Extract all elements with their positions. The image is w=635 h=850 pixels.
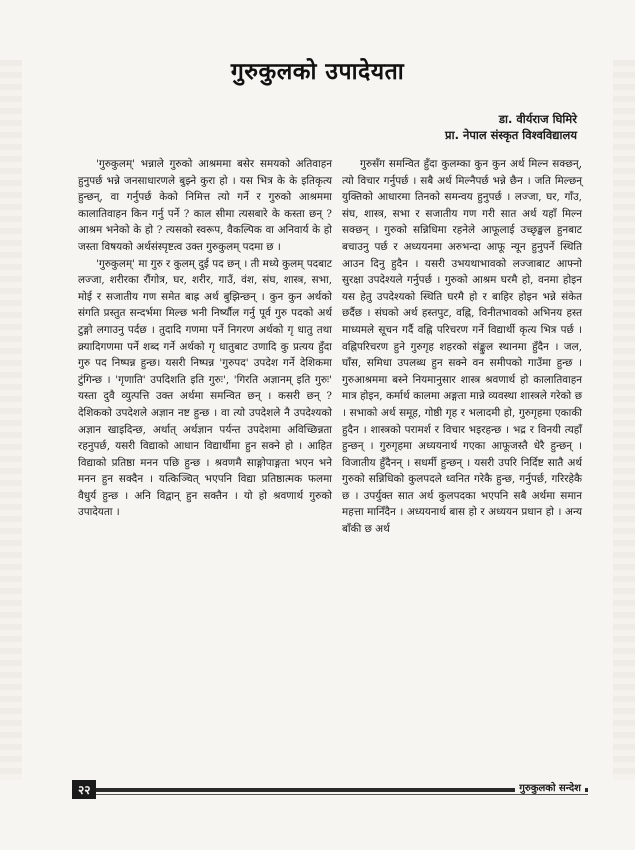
footer-rule-thin <box>72 794 588 795</box>
right-column <box>342 156 582 538</box>
left-column <box>78 156 332 521</box>
author-name: डा. वीर्यराज घिमिरे <box>498 112 577 126</box>
footer-rule <box>72 788 588 792</box>
show-through-right <box>613 60 635 780</box>
paragraph: 'गुरुकुलम्' मा गुरु र कुलम् दुई पद छन् । ती मध्ये कुलम् पदबाट लज्जा, शरीरका रौंगोत्र, घर, शरीर, गाउँ, वंश, संघ, शास्त्र, सभा, मोई र सजातीय गण समेत बाह्र अर्थ बुझिन्छन् । कुन कुन अर्थको संगति प्रस्तुत सन्दर्भमा मिल्छ भनी निर्ष्यौल गर्नु पूर्व गुरु पदको अर्थ टुङ्गो लगाउनु पर्दछ । तुदादि गणमा पर्ने निगरण अर्थको गृ धातु तथा क्र्यादिगणमा पर्ने शब्द गर्ने अर्थको गृ धातुबाट उणादि कु प्रत्यय हुँदा गुरु पद निष्पन्न हुन्छ। यसरी निष्पन्न 'गुरुपद' उपदेश गर्ने देशिकमा टुंगिन्छ । 'गृणाति' उपदिशति इति गुरुः', 'गिरति अज्ञानम् इति गुरुः' यस्ता दुवै व्युत्पत्ति उक्त अर्थमा समन्वित छन् । कसरी छन् ? देशिकको उपदेशले अज्ञान नष्ट हुन्छ । वा त्यो उपदेशले नै उपदेश्यको अज्ञान खाइदिन्छ, अर्थात् अर्थज्ञान पर्यन्त उपदेशमा अविच्छिन्नता रहनुपर्छ, यसरी विद्याको आधान विद्यार्थीमा हुन सक्ने हो । आहित विद्याको प्रतिष्ठा मनन पछि हुन्छ । श्रवणमै साङ्गोपाङ्गता भएन भने मनन हुन सक्दैन । यत्किञ्चित् भएपनि विद्या प्रतिष्ठात्मक फलमा वैधुर्य हुन्छ । अनि विद्वान् हुन सक्तैन । यो हो श्रवणार्थ गुरुको उपादेयता । <box>78 257 332 519</box>
article-title: गुरुकुलको उपादेयता <box>230 59 405 85</box>
page-number: २२ <box>72 780 96 799</box>
show-through-left <box>0 60 22 780</box>
paragraph: 'गुरुकुलम्' भन्नाले गुरुको आश्रममा बसेर समयको अतिवाहन हुनुपर्छ भन्ने जनसाधारणले बुझ्ने कुरा हो । यस भित्र के के इतिकृत्य हुन्छन्, वा गर्नुपर्छ केको निमित्त त्यो गर्ने र गुरुको आश्रममा कालातिवाहन किन गर्नु पर्ने ? काल सीमा त्यसबारे के कस्ता छन् ? आश्रम भनेको के हो ? त्यसको स्वरूप, वैकल्पिक वा अनिवार्य के हो जस्ता विषयको अर्थसंस्पृष्टत्व उक्त गुरुकुलम् पदमा छ । <box>78 158 332 253</box>
author-affiliation: प्रा. नेपाल संस्कृत विश्वविद्यालय <box>445 128 577 142</box>
running-head: गुरुकुलको सन्देश <box>515 780 585 794</box>
paragraph: गुरुसँग समन्वित हुँदा कुलम्का कुन कुन अर्थ मिल्न सक्छन्, त्यो विचार गर्नुपर्छ । सबै अर्थ मिल्नैपर्छ भन्ने छैन । जति मिल्छन् युक्तिको आधारमा तिनको समन्वय हुनुपर्छ । लज्जा, घर, गाँउ, संघ, शास्त्र, सभा र सजातीय गण गरी सात अर्थ यहाँ मिल्न सक्छन् । गुरुको सन्निधिमा रहनेले आफूलाई उच्छृङ्खल हुनबाट बचाउनु पर्छ र अध्ययनमा अरुभन्दा आफू न्यून हुनुपर्ने स्थिति आउन दिनु हुदैन । यसरी उभयथाभावको लज्जाबाट आफ्नो सुरक्षा उपदेश्यले गर्नुपर्छ । गुरुको आश्रम घरमै हो, वनमा होइन यस हेतु उपदेश्यको स्थिति घरमै हो र बाहिर होइन भन्ने संकेत छर्दैछ । संघको अर्थ हस्तपुट, वह्नि, विनीतभावको अभिनय हस्त माध्यमले सूचन गर्दै वह्नि परिचरण गर्ने विद्यार्थी कृत्य भित्र पर्छ । वह्निपरिचरण हुने गुरुगृह शहरको संङ्कुल स्थानमा हुँदैन । जल, घाँस, समिधा उपलब्ध हुन सक्ने वन समीपको गाउँमा हुन्छ । गुरुआश्रममा बस्ने नियमानुसार शास्त्र श्रवणार्थ हो कालातिवाहन मात्र होइन, कर्मार्थ कालमा अङ्गता मान्ने व्यवस्था शास्त्रले गरेको छ । सभाको अर्थ समूह, गोष्ठी गृह र भलादमी हो, गुरुगृहमा एकाकी हुदैन । शास्त्रको परामर्श र विचार भइरहन्छ । भद्र र विनयी त्यहाँ हुन्छन् । गुरुगृहमा अध्ययनार्थ गएका आफूजस्तै धेरै हुन्छन् । विजातीय हुँदैनन् । सधर्मी हुन्छन् । यसरी उपरि निर्दिष्ट सातै अर्थ गुरुको सन्निधिको कुलपदले ध्वनित गरेकै हुन्छ, गर्नुपर्छ, गरिरहेकै छ । उपर्युक्त सात अर्थ कुलपदका भएपनि सबै अर्थमा समान महत्ता मानिँदैन । अध्ययनार्थ बास हो र अध्ययन प्रधान हो । अन्य बाँकी छ अर्थ <box>342 158 582 536</box>
